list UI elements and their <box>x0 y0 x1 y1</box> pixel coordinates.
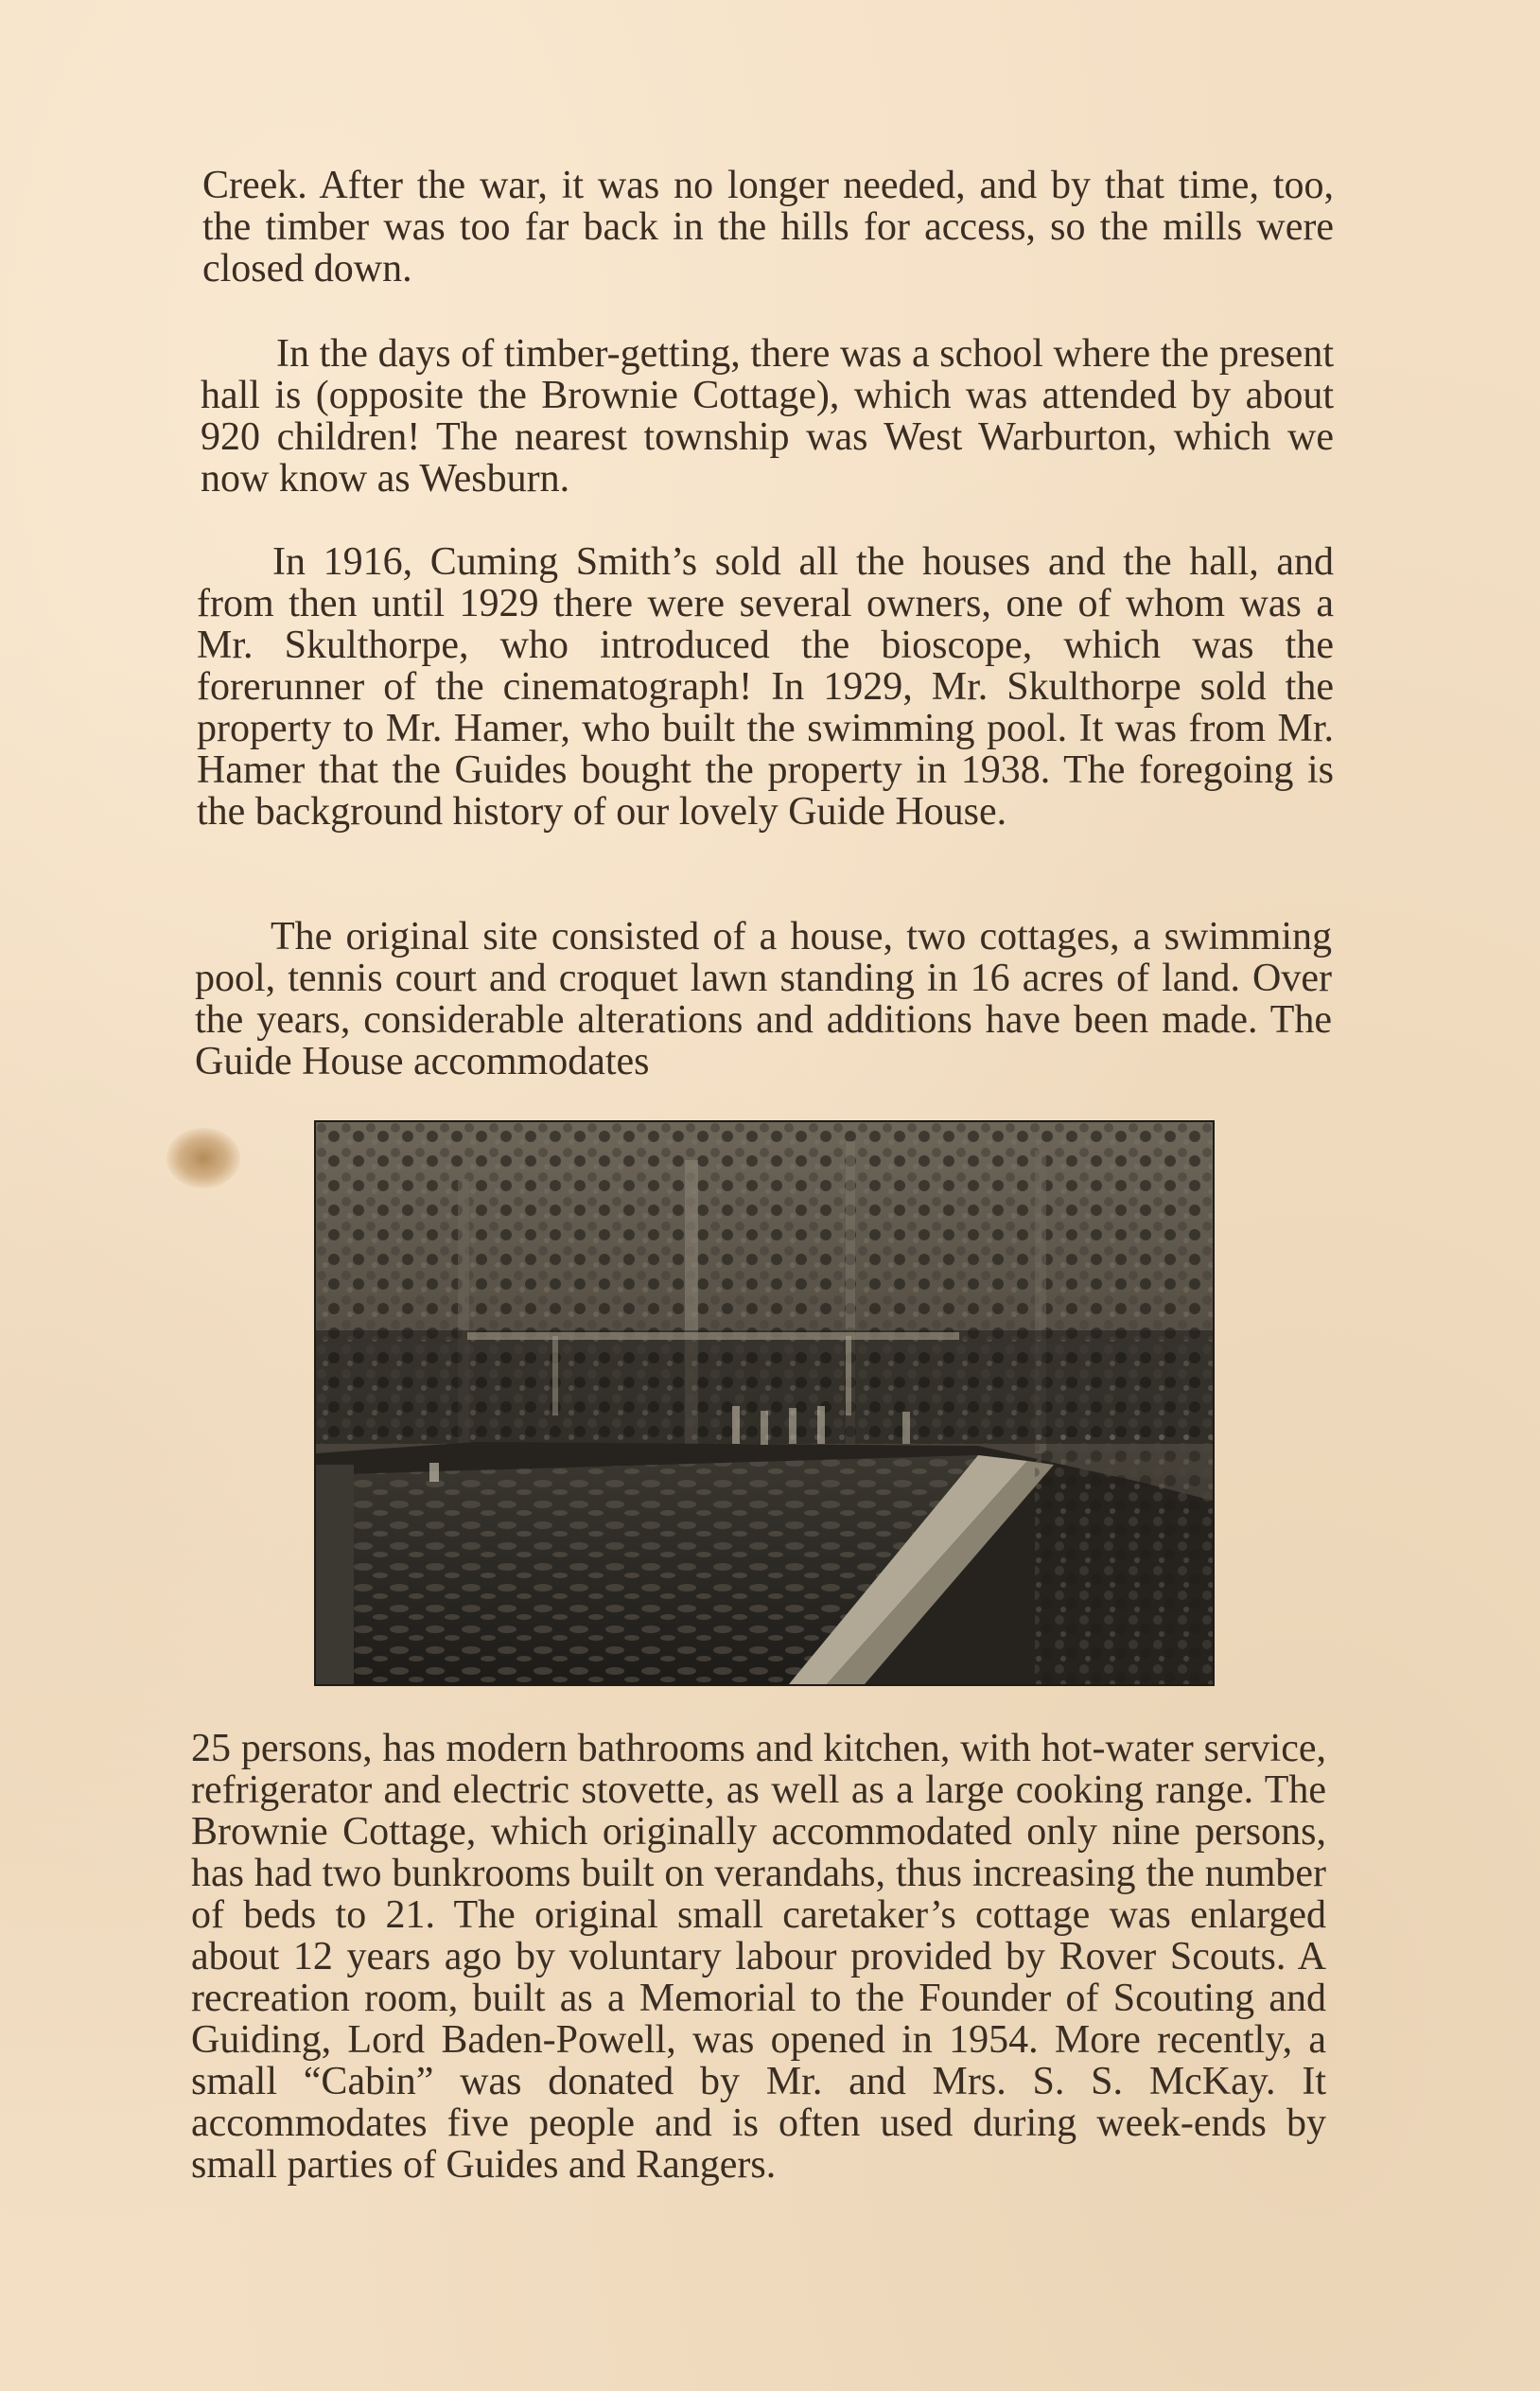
paragraph-creek: Creek. After the war, it was no longer needed, and by that time, too, the timber was too far back in the hills for access, so the mills were closed down. <box>202 164 1334 290</box>
swimming-pool-photo <box>316 1122 1213 1684</box>
photo-illustration <box>316 1122 1213 1684</box>
paragraph-history-1916: In 1916, Cuming Smith’s sold all the houses and the hall, and from then until 1929 there were several owners, one of whom was a Mr. Skulthorpe, who introduced the bioscope, which was the forerunner of the cinematograph! In 1929, Mr. Skulthorpe sold the property to Mr. Hamer, who built the swimming pool. It was from Mr. Hamer that the Guides bought the property in 1938. The foregoing is the background history of our lovely Guide House. <box>197 540 1334 834</box>
paragraph-timber-getting: In the days of timber-getting, there was a school where the present hall is (opposite the Brownie Cottage), which was attended by about 920 children! The nearest township was West Warburton, which we now know as Wesburn. <box>201 332 1334 501</box>
paragraph-original-site: The original site consisted of a house, two cottages, a swimming pool, tennis court and croquet lawn standing in 16 acres of land. Over the years, considerable alterations and additions have been made. The Guide House accommodates <box>195 915 1332 1083</box>
paragraph-accommodation: 25 persons, has modern bathrooms and kitchen, with hot-water service, refrigerator and electric stovette, as well as a large cooking range. The Brownie Cottage, which originally accommodated only nine persons, has had two bunkrooms built on verandahs, thus increasing the number of beds to 21. The original small caretaker’s cottage was enlarged about 12 years ago by voluntary labour provided by Rover Scouts. A recreation room, built as a Memorial to the Founder of Scouting and Guiding, Lord Baden-Powell, was opened in 1954. More recently, a small “Cabin” was donated by Mr. and Mrs. S. S. McKay. It accommodates five people and is often used during week-ends by small parties of Guides and Rangers. <box>191 1727 1326 2187</box>
page-stain <box>166 1128 240 1188</box>
